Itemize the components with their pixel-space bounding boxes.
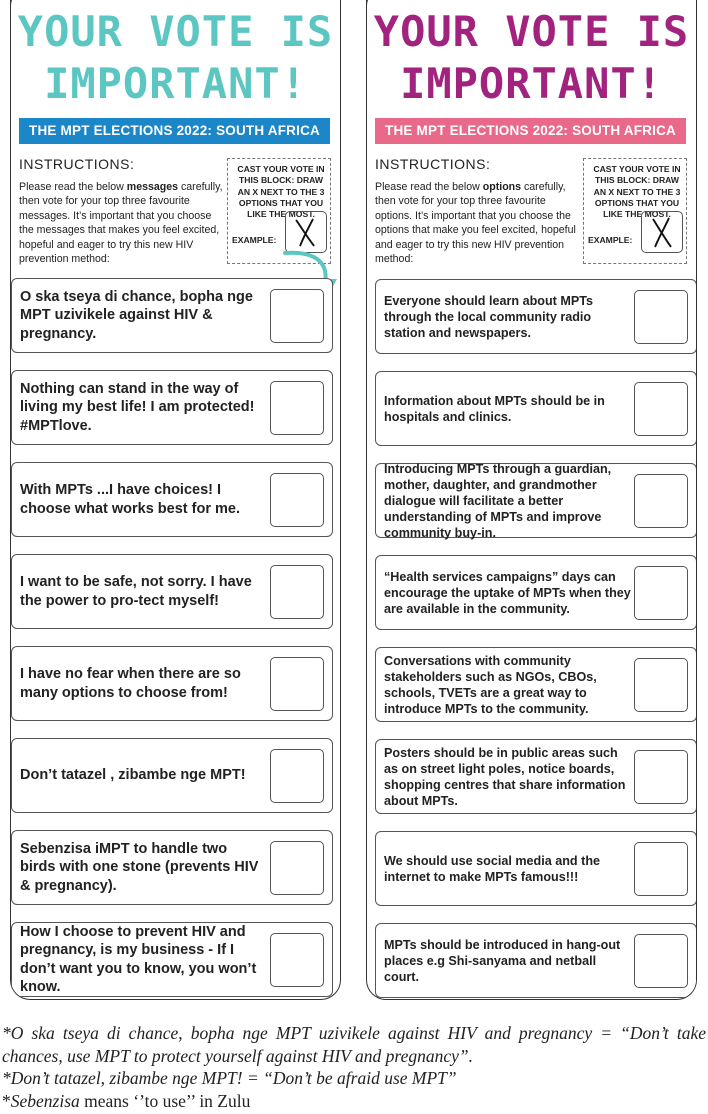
ballot-item-text: We should use social media and the internet to make MPTs famous!!! bbox=[384, 853, 601, 884]
footnotes bbox=[2, 1022, 706, 1112]
vote-checkbox[interactable] bbox=[634, 382, 688, 436]
ballot-item bbox=[11, 554, 333, 629]
ballot-item-text: Don’t tatazel , zibambe nge MPT! bbox=[20, 767, 246, 784]
vote-checkbox[interactable] bbox=[634, 750, 688, 804]
title-line-1: YOUR VOTE IS bbox=[17, 7, 334, 56]
title-line-2: IMPORTANT! bbox=[44, 59, 307, 108]
example-x-box bbox=[641, 211, 683, 253]
footnote-1: *O ska tseya di chance, bopha nge MPT uzivikele against HIV and pregnancy = “Don’t take chances, use MPT to protect yourself against HIV and pregnancy”. bbox=[2, 1023, 706, 1066]
vote-checkbox[interactable] bbox=[634, 290, 688, 344]
ballot-item-text: Information about MPTs should be in hospitals and clinics. bbox=[384, 393, 605, 424]
vote-checkbox[interactable] bbox=[634, 474, 688, 528]
ballot-item bbox=[11, 738, 333, 813]
ballot-item bbox=[375, 279, 697, 354]
vote-checkbox[interactable] bbox=[270, 749, 324, 803]
ballot-item bbox=[11, 646, 333, 721]
instructions-heading: INSTRUCTIONS: bbox=[19, 156, 135, 172]
vote-checkbox[interactable] bbox=[634, 566, 688, 620]
ballot-item bbox=[11, 370, 333, 445]
vote-checkbox[interactable] bbox=[270, 841, 324, 895]
ballot-item bbox=[375, 647, 697, 722]
cast-vote-text: CAST YOUR VOTE IN THIS BLOCK: DRAW AN X NEXT TO THE 3 OPTIONS THAT YOU LIKE THE MOST. bbox=[237, 164, 325, 220]
x-mark-icon bbox=[642, 212, 682, 252]
title-line-2: IMPORTANT! bbox=[400, 59, 663, 108]
title-line-1: YOUR VOTE IS bbox=[373, 7, 690, 56]
vote-checkbox[interactable] bbox=[270, 473, 324, 527]
ballot-item bbox=[11, 278, 333, 353]
x-mark-icon bbox=[286, 212, 326, 252]
ballot-item bbox=[11, 462, 333, 537]
ballot-item-text: O ska tseya di chance, bopha nge MPT uzivikele against HIV & pregnancy. bbox=[20, 288, 253, 342]
ballot-item bbox=[375, 831, 697, 906]
ballot-item-text: Sebenzisa iMPT to handle two birds with one stone (prevents HIV & pregnancy). bbox=[20, 840, 259, 894]
left-ballot-card bbox=[10, 0, 341, 1000]
ballot-title bbox=[11, 6, 340, 110]
ballot-item-text: Introducing MPTs through a guardian, mother, daughter, and grandmother dialogue will facilitate a better understanding of MPTs and improve community buy-in. bbox=[384, 461, 612, 540]
ballot-item-text: Nothing can stand in the way of living my best life! I am protected! #MPTlove. bbox=[20, 380, 255, 434]
right-ballot-card bbox=[366, 0, 697, 1000]
example-label: EXAMPLE: bbox=[232, 235, 277, 245]
example-x-box bbox=[285, 211, 327, 253]
footnote-3: *Sebenzisa means ‘’to use’’ in Zulu bbox=[2, 1090, 251, 1111]
cast-vote-text: CAST YOUR VOTE IN THIS BLOCK: DRAW AN X NEXT TO THE 3 OPTIONS THAT YOU LIKE THE MOST. bbox=[593, 164, 681, 220]
ballot-item bbox=[375, 371, 697, 446]
instructions-heading: INSTRUCTIONS: bbox=[375, 156, 491, 172]
vote-checkbox[interactable] bbox=[634, 934, 688, 988]
ballot-title bbox=[367, 6, 696, 110]
vote-checkbox[interactable] bbox=[270, 933, 324, 987]
vote-checkbox[interactable] bbox=[634, 658, 688, 712]
ballot-item-text: How I choose to prevent HIV and pregnancy, is my business - If I don’t want you to know, you won’t know. bbox=[20, 923, 257, 995]
ballot-item-text: I want to be safe, not sorry. I have the power to pro-tect myself! bbox=[20, 574, 252, 609]
example-label: EXAMPLE: bbox=[588, 235, 633, 245]
ballot-item-text: “Health services campaigns” days can encourage the uptake of MPTs when they are available in the community. bbox=[384, 569, 631, 616]
ballot-item-text: Conversations with community stakeholders such as NGOs, CBOs, schools, TVETs are a great way to introduce MPTs to the community. bbox=[384, 653, 597, 716]
ballot-item bbox=[11, 830, 333, 905]
vote-checkbox[interactable] bbox=[270, 657, 324, 711]
instructions-text: Please read the below messages carefully, then vote for your top three favourite messages. It’s important that you choose the messages that makes you feel excited, hopeful and eager to try this new HIV prevention method: bbox=[19, 181, 223, 266]
ballot-item-text: I have no fear when there are so many options to choose from! bbox=[20, 666, 241, 701]
ballot-item bbox=[375, 923, 697, 998]
instructions-text: Please read the below options carefully, then vote for your top three favourite options. It’s important that you choose the options that make you feel excited, hopeful and eager to try this new HIV prevention method: bbox=[375, 181, 576, 266]
ballot-item bbox=[375, 739, 697, 814]
elections-banner: THE MPT ELECTIONS 2022: SOUTH AFRICA bbox=[375, 118, 686, 144]
ballot-item bbox=[375, 555, 697, 630]
vote-checkbox[interactable] bbox=[270, 381, 324, 435]
ballot-item-text: MPTs should be introduced in hang-out places e.g Shi-sanyama and netball court. bbox=[384, 937, 621, 984]
vote-checkbox[interactable] bbox=[270, 289, 324, 343]
vote-checkbox[interactable] bbox=[270, 565, 324, 619]
footnote-2: *Don’t tatazel, zibambe nge MPT! = “Don’t be afraid use MPT” bbox=[2, 1068, 457, 1088]
cast-vote-instruction-box bbox=[583, 158, 687, 264]
ballot-item-text: Everyone should learn about MPTs through the local community radio station and newspapers. bbox=[384, 293, 594, 340]
ballot-item bbox=[11, 922, 333, 997]
ballot-item-text: Posters should be in public areas such as on street light poles, notice boards, shopping centres that share information about MPTs. bbox=[384, 745, 626, 808]
vote-checkbox[interactable] bbox=[634, 842, 688, 896]
elections-banner: THE MPT ELECTIONS 2022: SOUTH AFRICA bbox=[19, 118, 330, 144]
ballot-item-text: With MPTs ...I have choices! I choose what works best for me. bbox=[20, 482, 240, 517]
ballot-item bbox=[375, 463, 697, 538]
